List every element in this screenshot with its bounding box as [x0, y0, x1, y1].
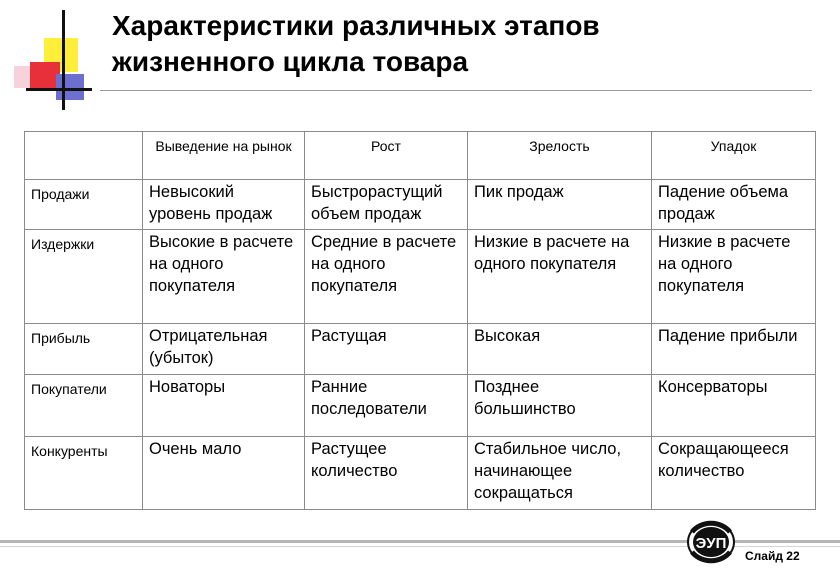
table-cell: Низкие в расчете на одного покупателя: [468, 230, 652, 324]
row-label: Конкуренты: [25, 437, 143, 510]
row-label: Издержки: [25, 230, 143, 324]
table-row: [25, 230, 816, 324]
decor-vertical-line: [62, 10, 65, 110]
lifecycle-table: [24, 131, 816, 510]
table-row: [25, 375, 816, 437]
table-cell: Стабильное число, начинающее сокращаться: [468, 437, 652, 510]
table-cell: Низкие в расчете на одного покупателя: [652, 230, 816, 324]
table-row: [25, 180, 816, 230]
table-header-row: [25, 132, 816, 180]
table-row: [25, 324, 816, 375]
title-underline: [100, 90, 812, 91]
table-cell: Консерваторы: [652, 375, 816, 437]
table-cell: Позднее большинство: [468, 375, 652, 437]
table-cell: Падение объема продаж: [652, 180, 816, 230]
table-cell: Новаторы: [143, 375, 305, 437]
header-cell-empty: [25, 132, 143, 180]
table-cell: Очень мало: [143, 437, 305, 510]
header-cell-growth: Рост: [305, 132, 468, 180]
slide-title-line-2: жизненного цикла товара: [112, 46, 469, 77]
table-cell: Ранние последователи: [305, 375, 468, 437]
table-cell: Растущее количество: [305, 437, 468, 510]
row-label: Покупатели: [25, 375, 143, 437]
table-cell: Отрицательная (убыток): [143, 324, 305, 375]
table-cell: Падение прибыли: [652, 324, 816, 375]
table-cell: Высокая: [468, 324, 652, 375]
table-cell: Растущая: [305, 324, 468, 375]
slide-title-line-1: Характеристики различных этапов: [112, 10, 600, 41]
decor-horizontal-line: [26, 88, 92, 91]
table-row: [25, 437, 816, 510]
table-cell: Пик продаж: [468, 180, 652, 230]
header-cell-decline: Упадок: [652, 132, 816, 180]
table-cell: Быстрорастущий объем продаж: [305, 180, 468, 230]
eup-logo-icon: [686, 520, 736, 564]
header-cell-maturity: Зрелость: [468, 132, 652, 180]
table-cell: Невысокий уровень продаж: [143, 180, 305, 230]
slide-title: [112, 8, 812, 80]
slide-number: Слайд 22: [745, 549, 800, 563]
table-cell: Средние в расчете на одного покупателя: [305, 230, 468, 324]
header-cell-introduction: Выведение на рынок: [143, 132, 305, 180]
table-cell: Высокие в расчете на одного покупателя: [143, 230, 305, 324]
logo-text: ЭУП: [695, 535, 727, 552]
row-label: Прибыль: [25, 324, 143, 375]
table-cell: Сокращающееся количество: [652, 437, 816, 510]
decor-square-blue: [56, 74, 84, 100]
row-label: Продажи: [25, 180, 143, 230]
